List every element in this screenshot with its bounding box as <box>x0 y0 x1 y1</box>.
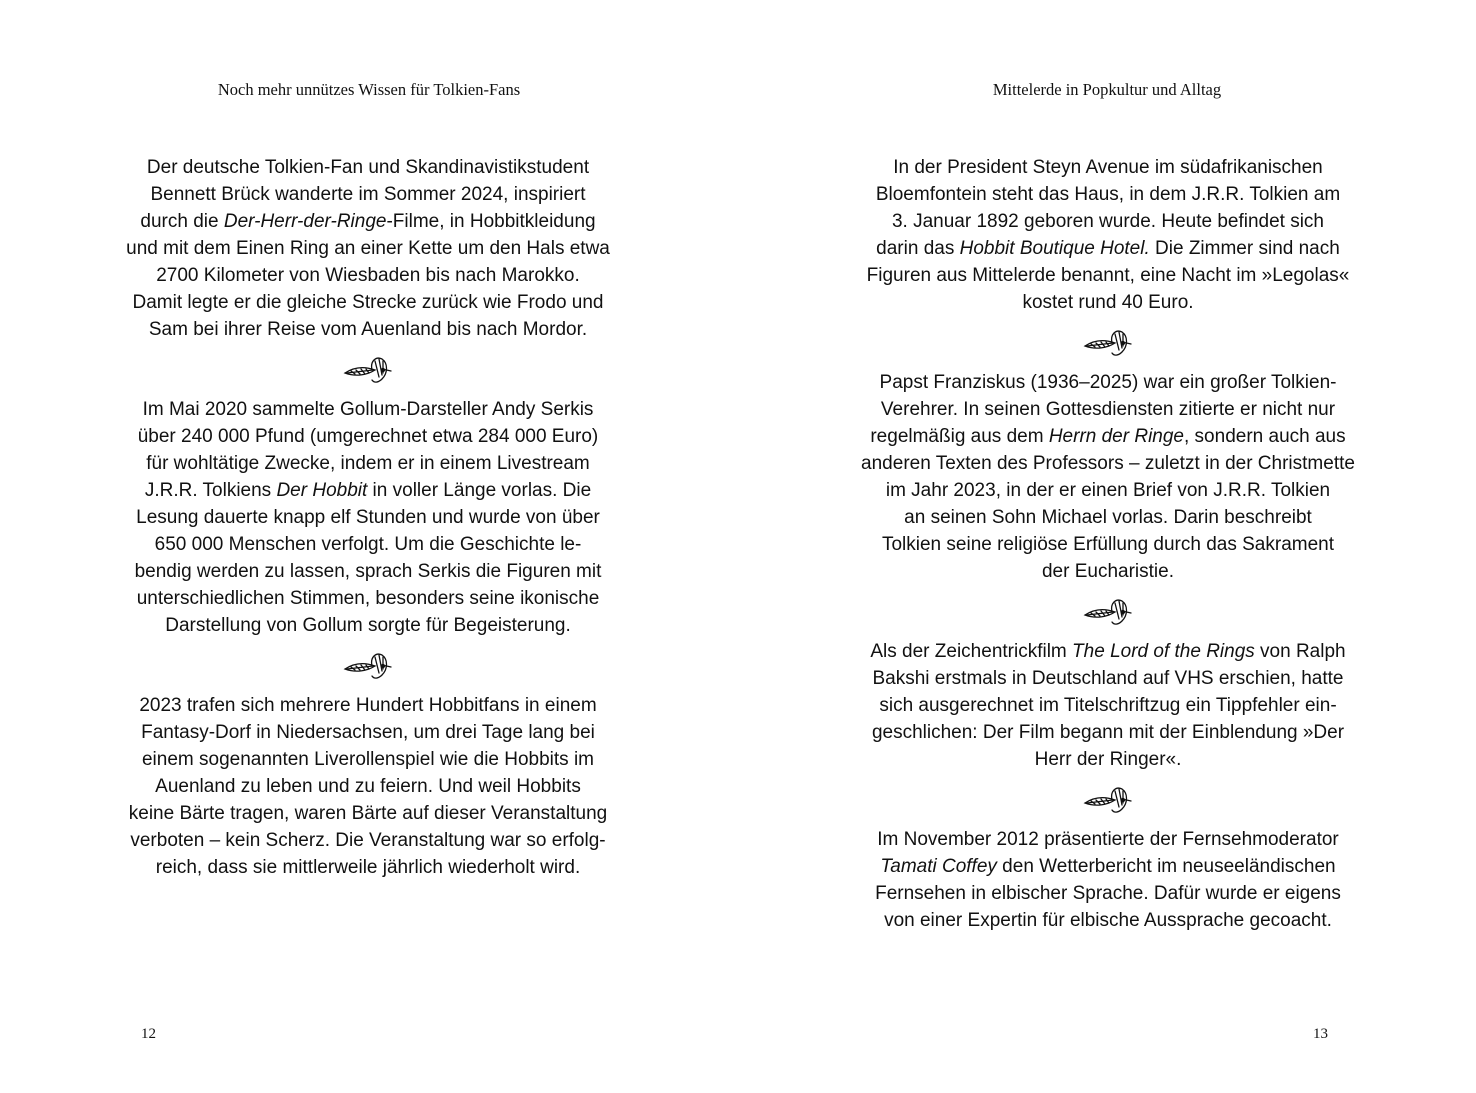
paragraph <box>0 154 737 343</box>
text-segment: reich, dass sie mittlerweile jährlich wiederholt wird. <box>155 857 581 878</box>
text-segment: Der deutsche Tolkien-Fan und Skandinavistikstudent <box>146 157 590 178</box>
text-segment: von einer Expertin für elbische Aussprache gecoacht. <box>884 910 1332 931</box>
text-segment: der Eucharistie. <box>1041 561 1174 582</box>
text-line <box>739 880 1476 907</box>
italic-title: Der Hobbit <box>276 480 368 501</box>
text-segment: J.R.R. Tolkiens <box>144 480 277 501</box>
text-segment: Damit legte er die gleiche Strecke zurück wie Frodo und <box>132 292 604 313</box>
text-line <box>739 423 1476 450</box>
text-segment: von Ralph <box>1254 641 1346 662</box>
text-line <box>739 504 1476 531</box>
text-segment: Figuren aus Mittelerde benannt, eine Nacht im »Legolas« <box>866 265 1350 286</box>
leaf-ornament-icon <box>739 585 1476 638</box>
text-segment: kostet rund 40 Euro. <box>1022 292 1194 313</box>
text-line <box>739 396 1476 423</box>
text-line <box>0 450 737 477</box>
text-segment: Die Zimmer sind nach <box>1149 238 1340 259</box>
text-line <box>739 746 1476 773</box>
text-line <box>739 853 1476 880</box>
text-segment: sich ausgerechnet im Titelschriftzug ein Tippfehler ein- <box>879 695 1337 716</box>
text-segment: 3. Januar 1892 geboren wurde. Heute befindet sich <box>891 211 1325 232</box>
text-segment: Bennett Brück wanderte im Sommer 2024, inspiriert <box>150 184 586 205</box>
text-line <box>0 854 737 881</box>
text-line <box>739 907 1476 934</box>
text-line <box>0 235 737 262</box>
running-head: Mittelerde in Popkultur und Alltag <box>992 80 1222 99</box>
right-page <box>738 0 1476 1093</box>
text-line <box>739 235 1476 262</box>
text-line <box>0 612 737 639</box>
text-segment: Im Mai 2020 sammelte Gollum-Darsteller Andy Serkis <box>142 399 594 420</box>
text-line <box>739 369 1476 396</box>
text-line <box>0 773 737 800</box>
text-line <box>0 477 737 504</box>
text-line <box>739 638 1476 665</box>
text-line <box>739 154 1476 181</box>
text-line <box>739 181 1476 208</box>
page-number: 12 <box>141 1026 156 1042</box>
text-line <box>0 585 737 612</box>
text-segment: im Jahr 2023, in der er einen Brief von J.R.R. Tolkien <box>885 480 1331 501</box>
text-line <box>739 208 1476 235</box>
text-line <box>0 827 737 854</box>
text-line <box>0 181 737 208</box>
text-segment: in voller Länge vorlas. Die <box>367 480 592 501</box>
text-segment: 2023 trafen sich mehrere Hundert Hobbitfans in einem <box>139 695 597 716</box>
page-body <box>0 154 737 881</box>
text-segment: einem sogenannten Liverollenspiel wie die Hobbits im <box>141 749 595 770</box>
text-segment: bendig werden zu lassen, sprach Serkis die Figuren mit <box>134 561 602 582</box>
page-body <box>739 154 1476 934</box>
text-segment: an seinen Sohn Michael vorlas. Darin beschreibt <box>904 507 1312 528</box>
italic-title: Hobbit Boutique Hotel. <box>959 238 1150 259</box>
text-segment: Fantasy-Dorf in Niedersachsen, um drei Tage lang bei <box>141 722 595 743</box>
text-line <box>739 826 1476 853</box>
text-segment: anderen Texten des Professors – zuletzt in der Christmette <box>861 453 1355 474</box>
text-line <box>0 208 737 235</box>
page-number: 13 <box>1313 1026 1328 1042</box>
text-line <box>739 531 1476 558</box>
text-line <box>0 154 737 181</box>
text-segment: für wohltätige Zwecke, indem er in einem Livestream <box>146 453 590 474</box>
text-segment: Papst Franziskus (1936–2025) war ein großer Tolkien- <box>879 372 1337 393</box>
italic-title: Der-Herr-der-Ringe <box>223 211 387 232</box>
text-segment: Fernsehen in elbischer Sprache. Dafür wurde er eigens <box>875 883 1341 904</box>
text-segment: durch die <box>140 211 224 232</box>
text-line <box>0 719 737 746</box>
text-segment: unterschiedlichen Stimmen, besonders seine ikonische <box>136 588 600 609</box>
text-segment: Bakshi erstmals in Deutschland auf VHS erschien, hatte <box>872 668 1344 689</box>
text-segment: den Wetterbericht im neuseeländischen <box>996 856 1336 877</box>
text-segment: Sam bei ihrer Reise vom Auenland bis nach Mordor. <box>148 319 588 340</box>
text-line <box>0 504 737 531</box>
text-segment: Verehrer. In seinen Gottesdiensten zitierte er nicht nur <box>880 399 1336 420</box>
paragraph <box>739 369 1476 585</box>
paragraph <box>739 826 1476 934</box>
text-segment: Bloemfontein steht das Haus, in dem J.R.R. Tolkien am <box>875 184 1341 205</box>
paragraph <box>0 396 737 639</box>
leaf-ornament-icon <box>739 316 1476 369</box>
text-segment: 650 000 Menschen verfolgt. Um die Geschichte le- <box>154 534 582 555</box>
text-segment: regelmäßig aus dem <box>870 426 1049 447</box>
text-segment: Darstellung von Gollum sorgte für Begeisterung. <box>165 615 571 636</box>
paragraph <box>739 154 1476 316</box>
text-segment: Auenland zu leben und zu feiern. Und weil Hobbits <box>155 776 581 797</box>
text-line <box>0 423 737 450</box>
text-line <box>0 558 737 585</box>
text-segment: Als der Zeichentrickfilm <box>870 641 1073 662</box>
text-segment: darin das <box>876 238 960 259</box>
running-head: Noch mehr unnützes Wissen für Tolkien-Fans <box>217 80 521 99</box>
text-line <box>739 289 1476 316</box>
italic-title: Tamati Coffey <box>880 856 997 877</box>
text-line <box>0 800 737 827</box>
text-segment: und mit dem Einen Ring an einer Kette um den Hals etwa <box>126 238 610 259</box>
leaf-ornament-icon <box>0 639 737 692</box>
text-line <box>0 692 737 719</box>
text-segment: 2700 Kilometer von Wiesbaden bis nach Marokko. <box>156 265 580 286</box>
text-line <box>0 316 737 343</box>
text-line <box>0 396 737 423</box>
text-segment: keine Bärte tragen, waren Bärte auf dieser Veranstaltung <box>128 803 608 824</box>
text-segment: über 240 000 Pfund (umgerechnet etwa 284 000 Euro) <box>137 426 599 447</box>
italic-title: The Lord of the Rings <box>1072 641 1255 662</box>
leaf-ornament-icon <box>0 343 737 396</box>
paragraph <box>0 692 737 881</box>
paragraph <box>739 638 1476 773</box>
leaf-ornament-icon <box>739 773 1476 826</box>
text-segment: , sondern auch aus <box>1184 426 1346 447</box>
text-line <box>739 665 1476 692</box>
text-line <box>739 719 1476 746</box>
text-segment: Herr der Ringer«. <box>1034 749 1182 770</box>
text-line <box>0 746 737 773</box>
text-segment: Lesung dauerte knapp elf Stunden und wurde von über <box>136 507 600 528</box>
text-line <box>739 692 1476 719</box>
text-line <box>0 289 737 316</box>
text-segment: In der President Steyn Avenue im südafrikanischen <box>893 157 1323 178</box>
text-segment: geschlichen: Der Film begann mit der Einblendung »Der <box>871 722 1345 743</box>
text-line <box>739 477 1476 504</box>
text-line <box>0 262 737 289</box>
text-line <box>739 558 1476 585</box>
text-segment: Im November 2012 präsentierte der Fernsehmoderator <box>877 829 1339 850</box>
text-line <box>0 531 737 558</box>
text-segment: Tolkien seine religiöse Erfüllung durch das Sakrament <box>881 534 1335 555</box>
text-segment: verboten – kein Scherz. Die Veranstaltung war so erfolg- <box>130 830 606 851</box>
text-line <box>739 450 1476 477</box>
text-segment: -Filme, in Hobbitkleidung <box>386 211 596 232</box>
text-line <box>739 262 1476 289</box>
italic-title: Herrn der Ringe <box>1048 426 1184 447</box>
